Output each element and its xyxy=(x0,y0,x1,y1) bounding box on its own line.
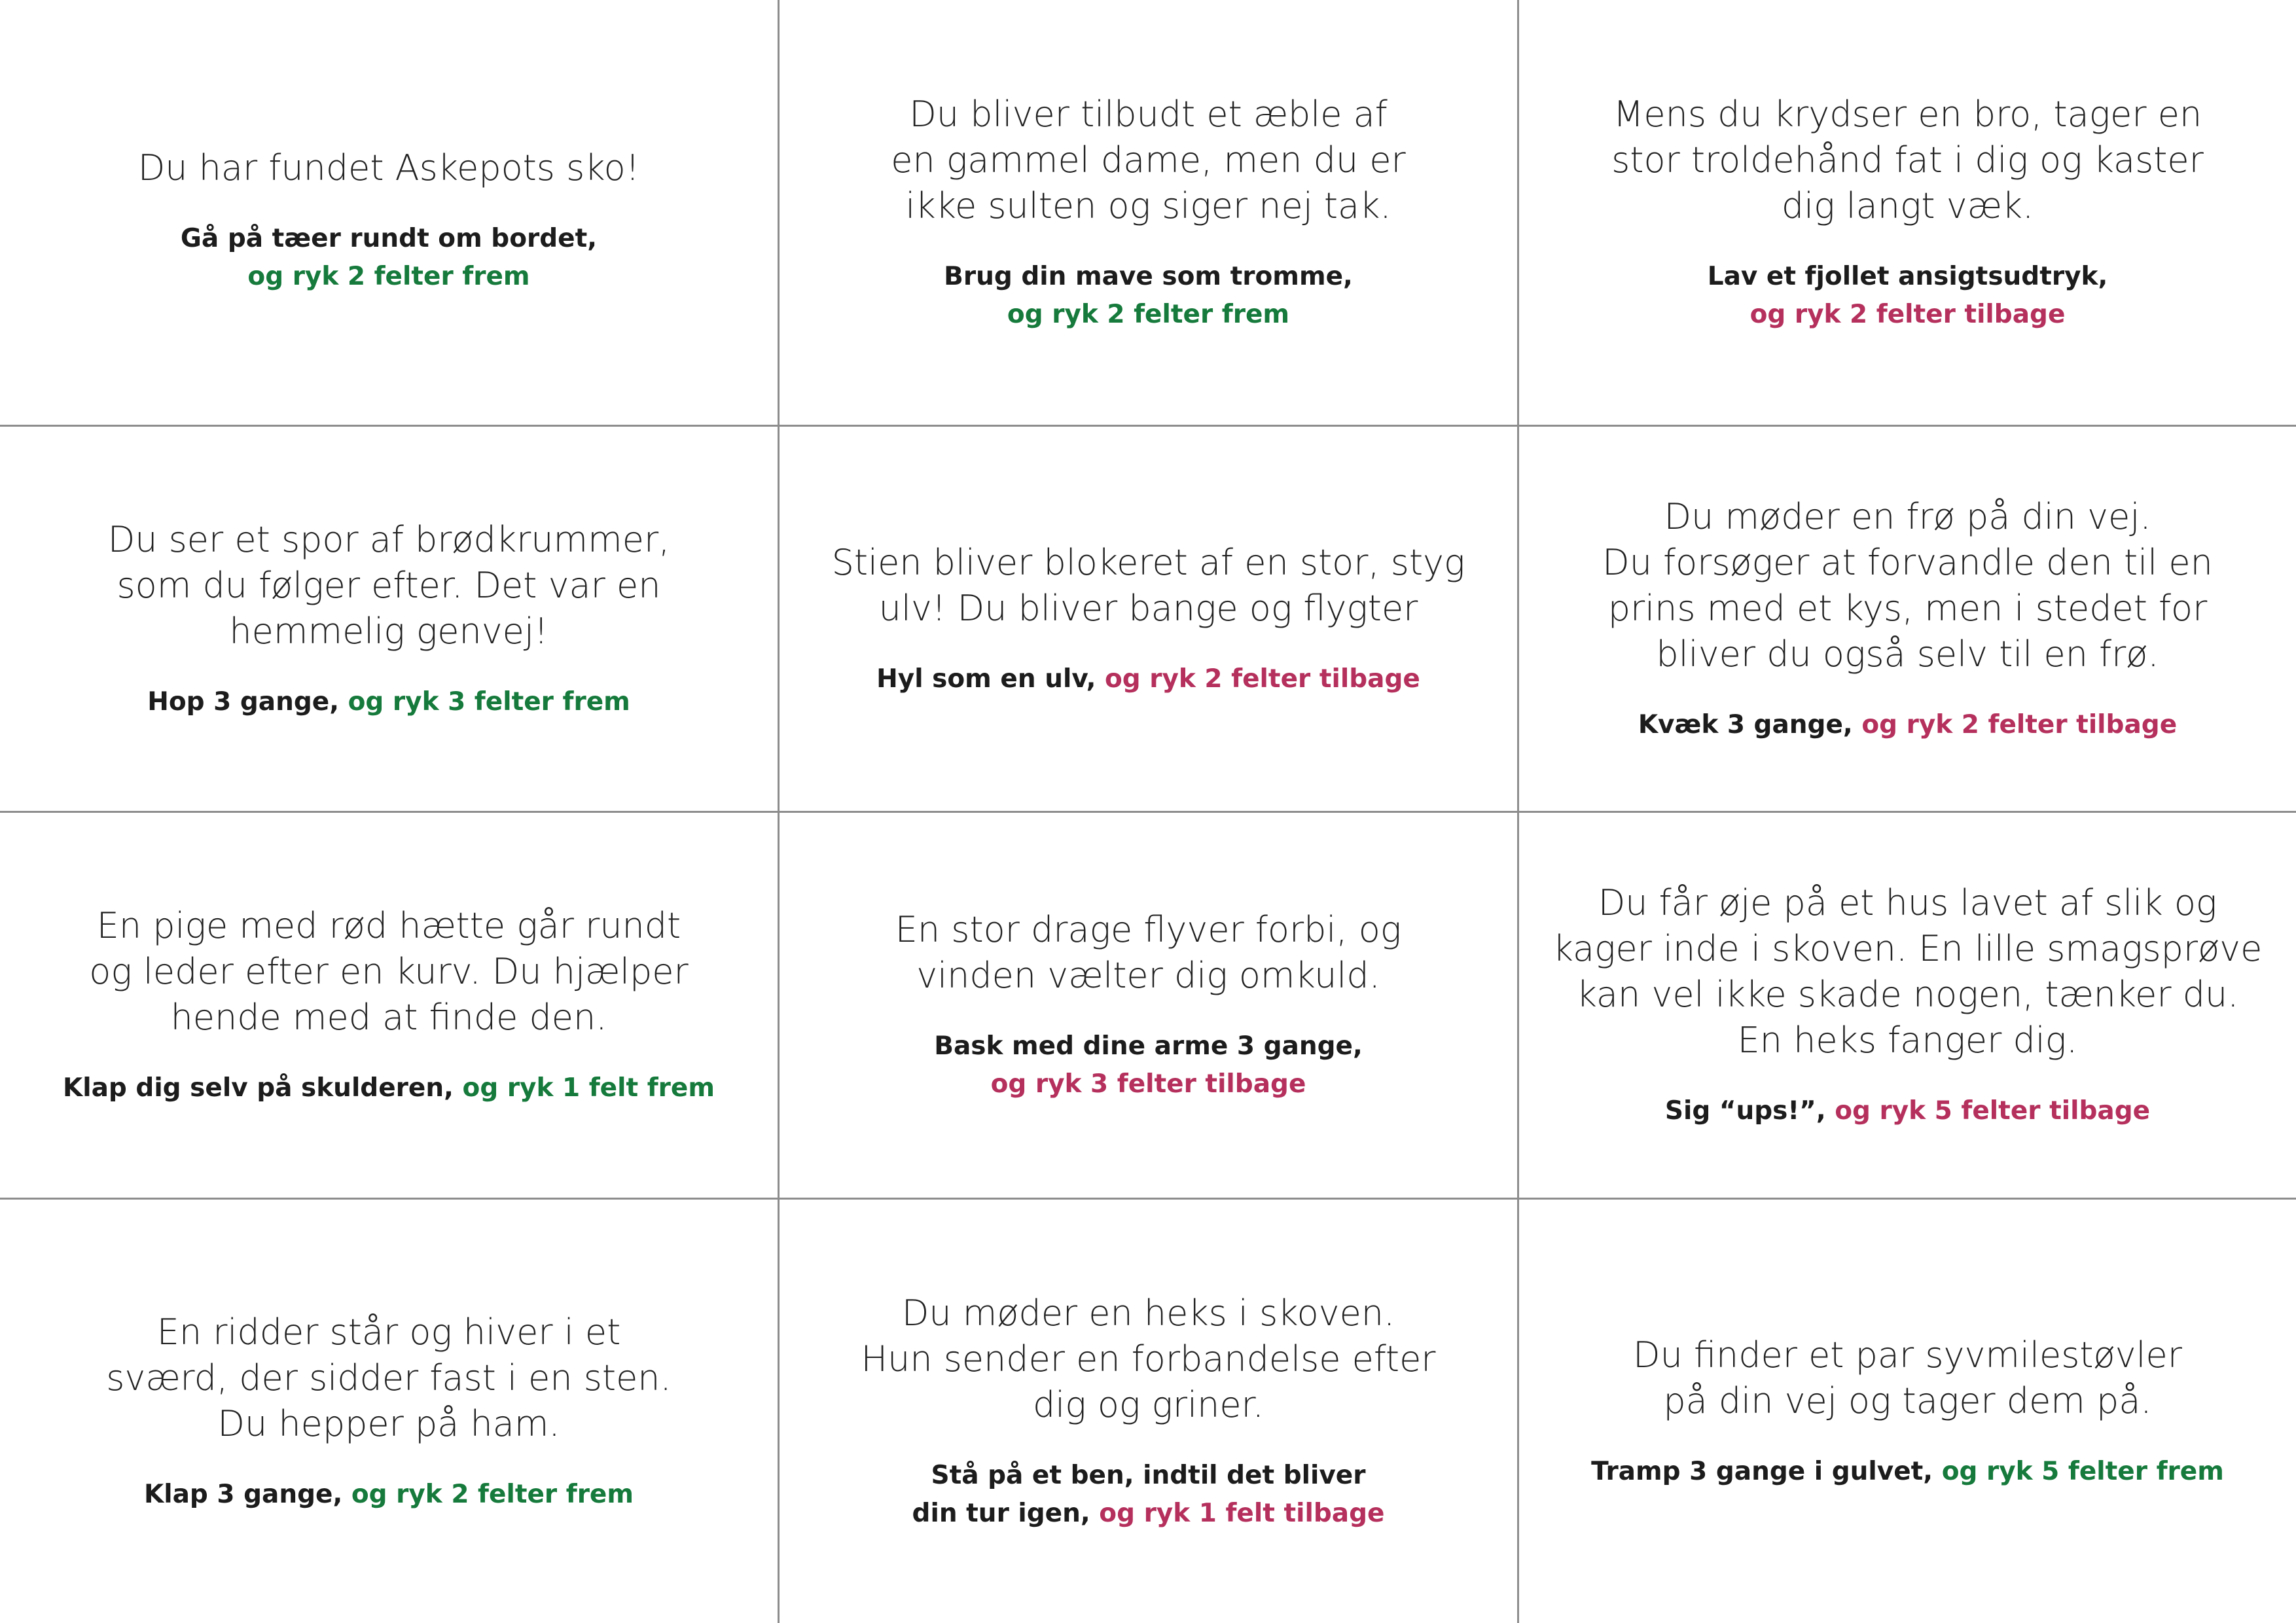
move-backward-text: og ryk 2 felter tilbage xyxy=(1104,664,1420,694)
story-line: som du følger efter. Det var en xyxy=(117,564,661,606)
move-forward-text: og ryk 2 felter frem xyxy=(1007,299,1290,329)
card-story-text xyxy=(106,1310,671,1447)
move-backward-text: og ryk 1 felt tilbage xyxy=(1099,1498,1385,1528)
game-card xyxy=(1519,0,2296,425)
action-line xyxy=(876,660,1420,698)
story-line: stor troldehånd fat i dig og kaster xyxy=(1611,139,2204,181)
move-forward-text: og ryk 5 felter frem xyxy=(1941,1456,2224,1486)
story-line: vinden vælter dig omkuld. xyxy=(916,955,1380,996)
card-action-text xyxy=(934,1027,1363,1103)
story-line: En heks fanger dig. xyxy=(1737,1020,2078,1061)
action-instruction-text: Gå på tæer rundt om bordet, xyxy=(180,224,598,253)
action-line xyxy=(147,683,630,721)
action-line xyxy=(1708,296,2108,334)
card-story-text xyxy=(1553,880,2263,1063)
story-line: Du ser et spor af brødkrummer, xyxy=(107,518,670,560)
action-line xyxy=(912,1457,1385,1495)
action-instruction-text: din tur igen, xyxy=(912,1498,1100,1528)
card-story-text xyxy=(89,903,688,1041)
action-instruction-text: Klap 3 gange, xyxy=(143,1479,351,1509)
story-line: dig og griner. xyxy=(1033,1383,1264,1425)
action-instruction-text: Brug din mave som tromme, xyxy=(944,261,1353,291)
action-instruction-text: Klap dig selv på skulderen, xyxy=(63,1073,463,1103)
action-line xyxy=(63,1069,715,1107)
card-story-text xyxy=(108,517,670,654)
card-action-text xyxy=(1638,706,2177,744)
card-action-text xyxy=(1665,1092,2150,1130)
move-forward-text: og ryk 2 felter frem xyxy=(351,1479,634,1509)
story-line: Du forsøger at forvandle den til en xyxy=(1602,541,2213,583)
game-card xyxy=(780,427,1517,811)
game-card xyxy=(1519,427,2296,811)
card-action-text xyxy=(1708,258,2108,334)
action-line xyxy=(934,1027,1363,1065)
story-line: Hun sender en forbandelse efter xyxy=(861,1338,1436,1380)
card-action-text xyxy=(876,660,1420,698)
story-line: hende med at finde den. xyxy=(170,997,607,1038)
game-card xyxy=(1519,1200,2296,1623)
game-card xyxy=(1519,813,2296,1198)
action-instruction-text: Bask med dine arme 3 gange, xyxy=(934,1031,1363,1061)
story-line: kan vel ikke skade nogen, tænker du. xyxy=(1576,974,2239,1015)
card-action-text xyxy=(1591,1453,2224,1491)
story-line: Du har fundet Askepots sko! xyxy=(137,147,640,188)
card-action-text xyxy=(63,1069,715,1107)
card-action-text xyxy=(147,683,630,721)
story-line: Mens du krydser en bro, tager en xyxy=(1613,93,2202,135)
card-story-text xyxy=(832,540,1465,632)
story-line: Stien bliver blokeret af en stor, styg xyxy=(831,541,1465,583)
action-instruction-text: Stå på et ben, indtil det bliver xyxy=(931,1460,1366,1490)
action-line xyxy=(912,1495,1385,1533)
story-line: kager inde i skoven. En lille smagsprøve xyxy=(1552,928,2263,969)
game-card xyxy=(0,0,778,425)
card-action-text xyxy=(944,258,1353,334)
card-story-text xyxy=(1602,494,2213,677)
story-line: En stor drage flyver forbi, og xyxy=(895,909,1402,950)
action-instruction-text: Tramp 3 gange i gulvet, xyxy=(1591,1456,1942,1486)
action-line xyxy=(1638,706,2177,744)
move-backward-text: og ryk 5 felter tilbage xyxy=(1835,1096,2151,1126)
action-instruction-text: Sig “ups!”, xyxy=(1664,1096,1835,1126)
card-action-text xyxy=(181,220,597,296)
game-card xyxy=(780,813,1517,1198)
game-card xyxy=(780,0,1517,425)
story-line: Du møder en frø på din vej. xyxy=(1664,495,2151,537)
card-story-text xyxy=(895,907,1401,999)
story-line: ikke sulten og siger nej tak. xyxy=(905,185,1391,226)
card-story-text xyxy=(1611,92,2204,229)
story-line: og leder efter en kurv. Du hjælper xyxy=(89,951,689,992)
game-card xyxy=(0,1200,778,1623)
action-line xyxy=(181,258,597,296)
action-instruction-text: Kvæk 3 gange, xyxy=(1638,709,1862,740)
move-backward-text: og ryk 2 felter tilbage xyxy=(1861,709,2178,740)
action-line xyxy=(934,1065,1363,1103)
story-line: En pige med rød hætte går rundt xyxy=(96,905,681,946)
action-instruction-text: Lav et fjollet ansigtsudtryk, xyxy=(1707,261,2108,291)
action-line xyxy=(1665,1092,2150,1130)
move-forward-text: og ryk 1 felt frem xyxy=(462,1073,715,1103)
action-line xyxy=(1591,1453,2224,1491)
move-backward-text: og ryk 3 felter tilbage xyxy=(990,1069,1306,1099)
action-line xyxy=(944,258,1353,296)
action-line xyxy=(1708,258,2108,296)
move-forward-text: og ryk 3 felter frem xyxy=(348,687,630,717)
action-line xyxy=(181,220,597,258)
game-card xyxy=(0,427,778,811)
story-line: sværd, der sidder fast i en sten. xyxy=(106,1357,672,1399)
card-story-text xyxy=(138,145,640,191)
story-line: bliver du også selv til en frø. xyxy=(1656,633,2159,675)
game-card xyxy=(0,813,778,1198)
story-line: Du hepper på ham. xyxy=(217,1402,560,1444)
move-forward-text: og ryk 2 felter frem xyxy=(247,262,530,291)
story-line: ulv! Du bliver bange og flygter xyxy=(878,587,1418,629)
card-story-text xyxy=(891,92,1406,229)
story-line: hemmelig genvej! xyxy=(229,610,548,652)
story-line: En ridder står og hiver i et xyxy=(156,1311,621,1353)
story-line: Du finder et par syvmilestøvler xyxy=(1633,1334,2182,1376)
story-line: på din vej og tager dem på. xyxy=(1663,1380,2152,1421)
action-instruction-text: Hop 3 gange, xyxy=(147,687,348,717)
story-line: Du møder en heks i skoven. xyxy=(901,1292,1395,1334)
story-line: Du bliver tilbudt et æble af xyxy=(909,93,1388,135)
story-line: prins med et kys, men i stedet for xyxy=(1607,587,2208,629)
story-line: Du får øje på et hus lavet af slik og xyxy=(1598,882,2217,923)
card-action-text xyxy=(912,1457,1385,1533)
story-line: en gammel dame, men du er xyxy=(891,139,1406,181)
card-action-text xyxy=(144,1476,634,1514)
card-story-text xyxy=(861,1291,1435,1428)
game-card xyxy=(780,1200,1517,1623)
card-story-text xyxy=(1633,1332,2182,1424)
move-backward-text: og ryk 2 felter tilbage xyxy=(1749,299,2066,329)
action-instruction-text: Hyl som en ulv, xyxy=(876,664,1105,694)
action-line xyxy=(144,1476,634,1514)
action-line xyxy=(944,296,1353,334)
story-line: dig langt væk. xyxy=(1781,185,2034,226)
